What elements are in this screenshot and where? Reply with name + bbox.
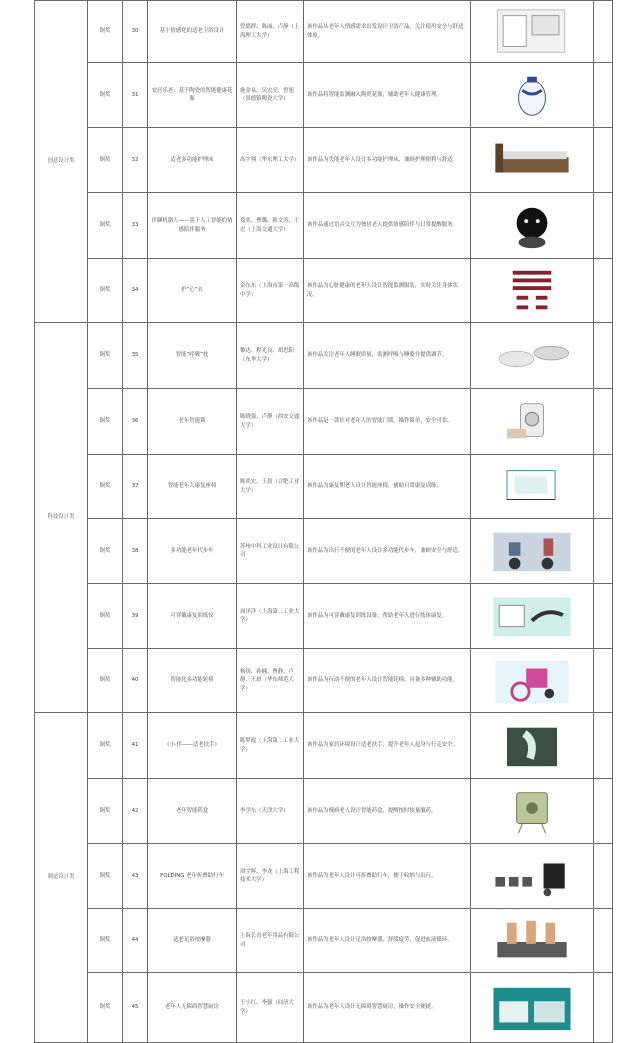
author-org-cell: 杨扬、孙楠、曹静、卢静、王晨（华东师范大学） — [237, 649, 304, 713]
award-row — [35, 389, 613, 455]
award-level-cell: 铜奖 — [88, 323, 123, 389]
entry-number-cell: 33 — [123, 193, 148, 259]
description-cell: 该作品为可穿戴康复训练设备，帮助老年人进行肢体康复。 — [304, 584, 471, 649]
entry-number-cell: 36 — [123, 389, 148, 455]
category-cell: 创意设计类 — [35, 1, 88, 323]
award-level-cell: 铜奖 — [88, 779, 123, 844]
empty-cell — [594, 909, 613, 973]
empty-cell — [594, 389, 613, 455]
product-image-cell — [471, 63, 594, 128]
description-cell: 该作品是一款针对老年人的智能门锁，操作简单，安全可靠。 — [304, 389, 471, 455]
care-bed-image — [477, 134, 587, 186]
striped-garment-image — [477, 265, 587, 317]
product-image-cell — [471, 584, 594, 649]
author-org-cell: 周宇晖、李龙（上海工程技术大学） — [237, 844, 304, 909]
entry-number-cell: 31 — [123, 63, 148, 128]
entry-title-cell: 安居乐老：基于陶瓷的智能健康花瓶 — [148, 63, 237, 128]
empty-cell — [594, 649, 613, 713]
award-row — [35, 63, 613, 128]
folding-cart-image — [477, 850, 587, 902]
entry-number-cell: 37 — [123, 455, 148, 519]
description-cell: 该作品为家居环境设计适老扶手，提升老年人起身与行走安全。 — [304, 713, 471, 779]
medicine-box-image — [477, 785, 587, 837]
description-cell: 该作品为行动不便的老年人设计智能轮椅，具备多种辅助功能。 — [304, 649, 471, 713]
entry-title-cell: 智能“呼吸”枕 — [148, 323, 237, 389]
entry-number-cell: 34 — [123, 259, 148, 323]
award-row — [35, 259, 613, 323]
product-image-cell — [471, 779, 594, 844]
author-org-cell: 王小红、李强（同济大学） — [237, 973, 304, 1043]
entry-title-cell: 智能化多功能轮椅 — [148, 649, 237, 713]
entry-title-cell: 伴聊机器人——基于人工智能的情感陪伴服务 — [148, 193, 237, 259]
entry-title-cell: 适老多功能护理床 — [148, 128, 237, 193]
author-org-cell: 李学东（天津大学） — [237, 779, 304, 844]
product-image-cell — [471, 519, 594, 584]
smart-pillow-image — [477, 330, 587, 382]
empty-cell — [594, 713, 613, 779]
empty-cell — [594, 779, 613, 844]
entry-number-cell: 35 — [123, 323, 148, 389]
entry-number-cell: 45 — [123, 973, 148, 1043]
author-org-cell: 高宇翔（华东理工大学） — [237, 128, 304, 193]
award-level-cell: 铜奖 — [88, 584, 123, 649]
empty-cell — [594, 455, 613, 519]
award-level-cell: 铜奖 — [88, 63, 123, 128]
author-org-cell: 周洋洋（上海第二工业大学） — [237, 584, 304, 649]
smart-wheelchair-image — [477, 655, 587, 707]
award-level-cell: 铜奖 — [88, 649, 123, 713]
awards-table-sheet — [34, 0, 600, 1041]
empty-cell — [594, 128, 613, 193]
kitchen-image — [477, 982, 587, 1034]
empty-cell — [594, 584, 613, 649]
product-image-cell — [471, 323, 594, 389]
description-cell: 该作品为康复期老人设计智能座椅，辅助日常康复训练。 — [304, 455, 471, 519]
description-cell: 该作品为老年人设计足浴按摩器，舒缓疲劳，促进血液循环。 — [304, 909, 471, 973]
author-org-cell: 陈晓强、卢静（西安交通大学） — [237, 389, 304, 455]
description-cell: 该作品通过语音交互为独居老人提供情感陪伴与日常提醒服务。 — [304, 193, 471, 259]
description-cell: 该作品为失能老年人设计多功能护理床，兼顾护理便利与舒适。 — [304, 128, 471, 193]
entry-title-cell: 适老足浴按摩器 — [148, 909, 237, 973]
description-cell: 该作品从老年人情感需求出发设计卫浴产品，关注使用安全与舒适体验。 — [304, 1, 471, 63]
entry-number-cell: 39 — [123, 584, 148, 649]
award-row — [35, 844, 613, 909]
product-image-cell — [471, 844, 594, 909]
description-cell: 该作品为心脏健康的老年人设计智能监测服装，实时关注身体状况。 — [304, 259, 471, 323]
entry-number-cell: 32 — [123, 128, 148, 193]
handrail-image — [477, 720, 587, 772]
entry-title-cell: 智能老年人康复座椅 — [148, 455, 237, 519]
empty-cell — [594, 259, 613, 323]
author-org-cell: 上海长青老年用品有限公司 — [237, 909, 304, 973]
awards-table-body — [35, 1, 613, 1043]
category-cell: 制造设计类 — [35, 713, 88, 1043]
award-level-cell: 铜奖 — [88, 519, 123, 584]
award-row — [35, 779, 613, 844]
empty-cell — [594, 844, 613, 909]
entry-number-cell: 30 — [123, 1, 148, 63]
author-org-cell: 金东东（上海市第一高级中学） — [237, 259, 304, 323]
entry-number-cell: 43 — [123, 844, 148, 909]
product-image-cell — [471, 193, 594, 259]
entry-number-cell: 38 — [123, 519, 148, 584]
award-level-cell: 铜奖 — [88, 389, 123, 455]
awards-table — [34, 0, 613, 1043]
product-image-cell — [471, 259, 594, 323]
description-cell: 该作品关注老年人睡眠质量，监测呼吸与睡姿并提供调节。 — [304, 323, 471, 389]
entry-title-cell: 多功能老年代步车 — [148, 519, 237, 584]
award-row — [35, 973, 613, 1043]
award-level-cell: 铜奖 — [88, 1, 123, 63]
author-org-cell: 陈梦霞（上海第二工业大学） — [237, 713, 304, 779]
entry-number-cell: 40 — [123, 649, 148, 713]
product-image-cell — [471, 973, 594, 1043]
empty-cell — [594, 193, 613, 259]
product-image-cell — [471, 1, 594, 63]
entry-title-cell: 基于情感化的适老卫浴设计 — [148, 1, 237, 63]
description-cell: 该作品为慢病老人设计智能药盒，提醒按时按量服药。 — [304, 779, 471, 844]
product-image-cell — [471, 389, 594, 455]
wearable-device-image — [477, 590, 587, 642]
award-level-cell: 铜奖 — [88, 455, 123, 519]
category-cell: 科技设计类 — [35, 323, 88, 713]
award-row — [35, 455, 613, 519]
entry-title-cell: 可穿戴康复训练仪 — [148, 584, 237, 649]
award-row — [35, 1, 613, 63]
entry-title-cell: 老年智能药盒 — [148, 779, 237, 844]
product-image-cell — [471, 649, 594, 713]
empty-cell — [594, 973, 613, 1043]
bathroom-product-image — [477, 6, 587, 58]
entry-title-cell: 《小·伴——适老扶手》 — [148, 713, 237, 779]
description-cell: 该作品将智能监测融入陶瓷花瓶，辅助老年人健康管理。 — [304, 63, 471, 128]
award-row — [35, 649, 613, 713]
mobility-scooter-image — [477, 525, 587, 577]
product-image-cell — [471, 128, 594, 193]
award-row — [35, 909, 613, 973]
award-level-cell: 铜奖 — [88, 909, 123, 973]
award-row — [35, 713, 613, 779]
description-cell: 该作品为老年人设计无障碍智慧厨房，操作安全便捷。 — [304, 973, 471, 1043]
award-row — [35, 584, 613, 649]
award-level-cell: 铜奖 — [88, 128, 123, 193]
entry-number-cell: 42 — [123, 779, 148, 844]
author-org-cell: 曾德群、陈丽、卢静（上海理工大学） — [237, 1, 304, 63]
award-row — [35, 193, 613, 259]
foot-massager-image — [477, 915, 587, 967]
entry-title-cell: FOLDING 老年折叠助行车 — [148, 844, 237, 909]
award-level-cell: 铜奖 — [88, 844, 123, 909]
description-cell: 该作品为出行不便的老年人设计多功能代步车，兼顾安全与舒适。 — [304, 519, 471, 584]
award-level-cell: 铜奖 — [88, 259, 123, 323]
empty-cell — [594, 323, 613, 389]
award-row — [35, 519, 613, 584]
entry-number-cell: 44 — [123, 909, 148, 973]
product-image-cell — [471, 455, 594, 519]
product-image-cell — [471, 713, 594, 779]
entry-title-cell: 护“心”衣 — [148, 259, 237, 323]
entry-title-cell: 老年人无障碍智慧厨房 — [148, 973, 237, 1043]
author-org-cell: 苏州中科工业设计有限公司 — [237, 519, 304, 584]
award-level-cell: 铜奖 — [88, 713, 123, 779]
empty-cell — [594, 1, 613, 63]
author-org-cell: 郑奕、曹璐、陈文涛、王宏（上海交通大学） — [237, 193, 304, 259]
rehab-chair-image — [477, 461, 587, 513]
author-org-cell: 施金易、吴宏亮、曾旭（景德镇陶瓷大学） — [237, 63, 304, 128]
smart-lock-image — [477, 396, 587, 448]
entry-number-cell: 41 — [123, 713, 148, 779]
award-row — [35, 128, 613, 193]
companion-robot-image — [477, 200, 587, 252]
entry-title-cell: 老年智能锁 — [148, 389, 237, 455]
award-level-cell: 铜奖 — [88, 973, 123, 1043]
author-org-cell: 陈尚宏、王晨（合肥工业大学） — [237, 455, 304, 519]
empty-cell — [594, 63, 613, 128]
award-level-cell: 铜奖 — [88, 193, 123, 259]
description-cell: 该作品为老年人设计可折叠助行车，便于收纳与出行。 — [304, 844, 471, 909]
award-row — [35, 323, 613, 389]
ceramic-vase-image — [477, 69, 587, 121]
author-org-cell: 黎达、程光良、胡思阳（东华大学） — [237, 323, 304, 389]
product-image-cell — [471, 909, 594, 973]
empty-cell — [594, 519, 613, 584]
